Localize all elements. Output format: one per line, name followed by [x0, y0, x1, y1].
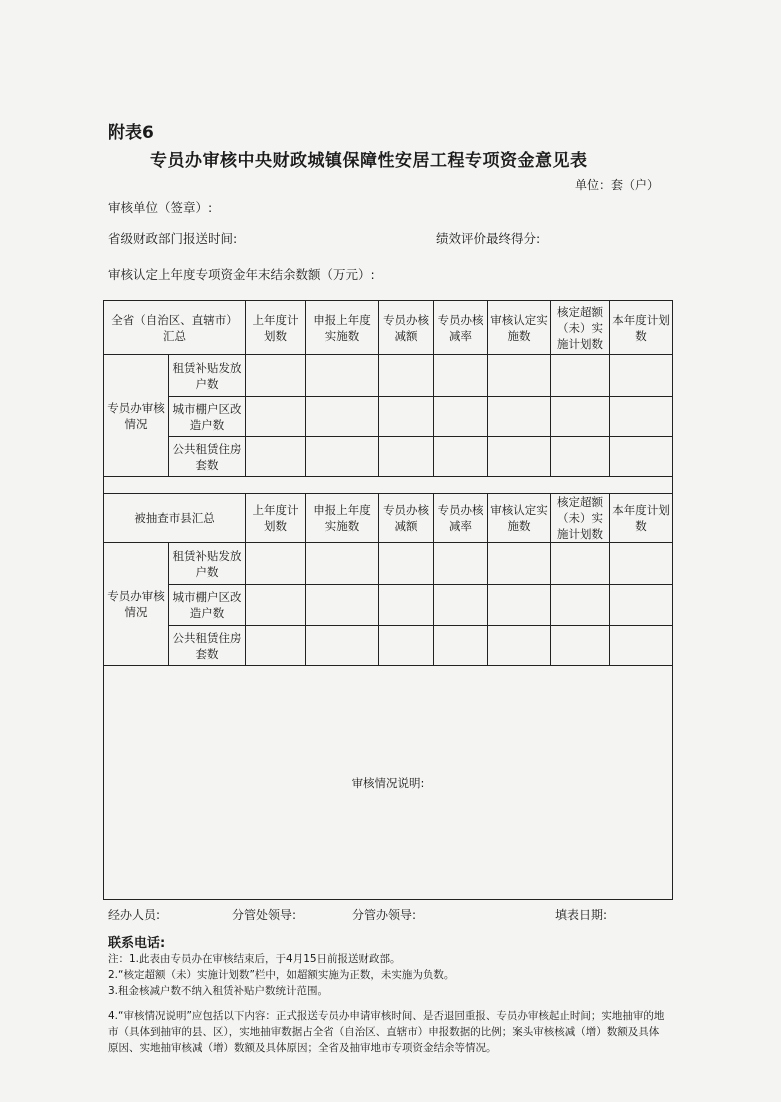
dept-leader-label: 分管处领导:: [232, 908, 297, 922]
table-row: [104, 437, 673, 477]
note-3: 3.租金核减户数不纳入租赁补贴户数统计范围。: [108, 985, 329, 997]
section2-title: 被抽查市县汇总: [104, 494, 246, 543]
note-2: 2.“核定超额（未）实施计划数”栏中，如超额实施为正数，未实施为负数。: [108, 969, 455, 981]
audit-unit-field: 审核单位（签章）:: [108, 200, 213, 215]
col-header: 本年度计划数: [610, 301, 673, 355]
note-4: 4.“审核情况说明”应包括以下内容：正式报送专员办申请审核时间、是否退回重报、专员办审核起止时间；实地抽审的地市（具体到抽审的县、区），实地抽审数据占全省（自治区、直辖市）申报数据的比例；案头审核核减（增）数额及具体原因、实地抽审核减（增）数额及具体原因；全省及抽审地市专项资金结余等情况。: [108, 1010, 665, 1054]
section2-group-label: 专员办审核情况: [104, 543, 169, 666]
handler-label: 经办人员:: [108, 908, 161, 922]
col-header: 审核认定实施数: [488, 301, 551, 355]
office-leader-label: 分管办领导:: [352, 908, 417, 922]
table-row: [104, 626, 673, 666]
col-header: 申报上年度实施数: [306, 494, 379, 543]
performance-score-field: 绩效评价最终得分:: [436, 231, 541, 246]
row-label: 城市棚户区改造户数: [169, 397, 246, 437]
section1-header-row: [104, 301, 673, 355]
submit-time-field: 省级财政部门报送时间:: [108, 231, 238, 246]
col-header: 专员办核减率: [434, 494, 488, 543]
row-label: 公共租赁住房套数: [169, 626, 246, 666]
table-row: [104, 585, 673, 626]
col-header: 专员办核减额: [379, 301, 434, 355]
section1-group-label: 专员办审核情况: [104, 355, 169, 477]
narrative-row: [104, 666, 673, 900]
contact-phone-label: 联系电话:: [108, 936, 166, 951]
col-header: 核定超额（未）实施计划数: [551, 301, 610, 355]
section2-header-row: [104, 494, 673, 543]
attachment-label: 附表6: [108, 123, 154, 143]
col-header: 申报上年度实施数: [306, 301, 379, 355]
row-label: 租赁补贴发放户数: [169, 355, 246, 397]
col-header: 上年度计划数: [246, 494, 306, 543]
row-label: 租赁补贴发放户数: [169, 543, 246, 585]
spacer-row: [104, 477, 673, 494]
unit-label: 单位：套（户）: [575, 178, 660, 192]
section1-title: 全省（自治区、直辖市）汇总: [104, 301, 246, 355]
col-header: 专员办核减额: [379, 494, 434, 543]
note-1: 注：1.此表由专员办在审核结束后，于4月15日前报送财政部。: [108, 953, 401, 965]
table-row: [104, 543, 673, 585]
col-header: 核定超额（未）实施计划数: [551, 494, 610, 543]
narrative-label: 审核情况说明:: [104, 666, 673, 900]
table-row: [104, 397, 673, 437]
col-header: 专员办核减率: [434, 301, 488, 355]
col-header: 本年度计划数: [610, 494, 673, 543]
fill-date-label: 填表日期:: [555, 908, 608, 922]
form-title: 专员办审核中央财政城镇保障性安居工程专项资金意见表: [150, 151, 588, 171]
audit-table: [103, 300, 673, 900]
col-header: 上年度计划数: [246, 301, 306, 355]
table-row: [104, 355, 673, 397]
row-label: 公共租赁住房套数: [169, 437, 246, 477]
col-header: 审核认定实施数: [488, 494, 551, 543]
row-label: 城市棚户区改造户数: [169, 585, 246, 626]
balance-field: 审核认定上年度专项资金年末结余数额（万元）:: [108, 267, 375, 282]
